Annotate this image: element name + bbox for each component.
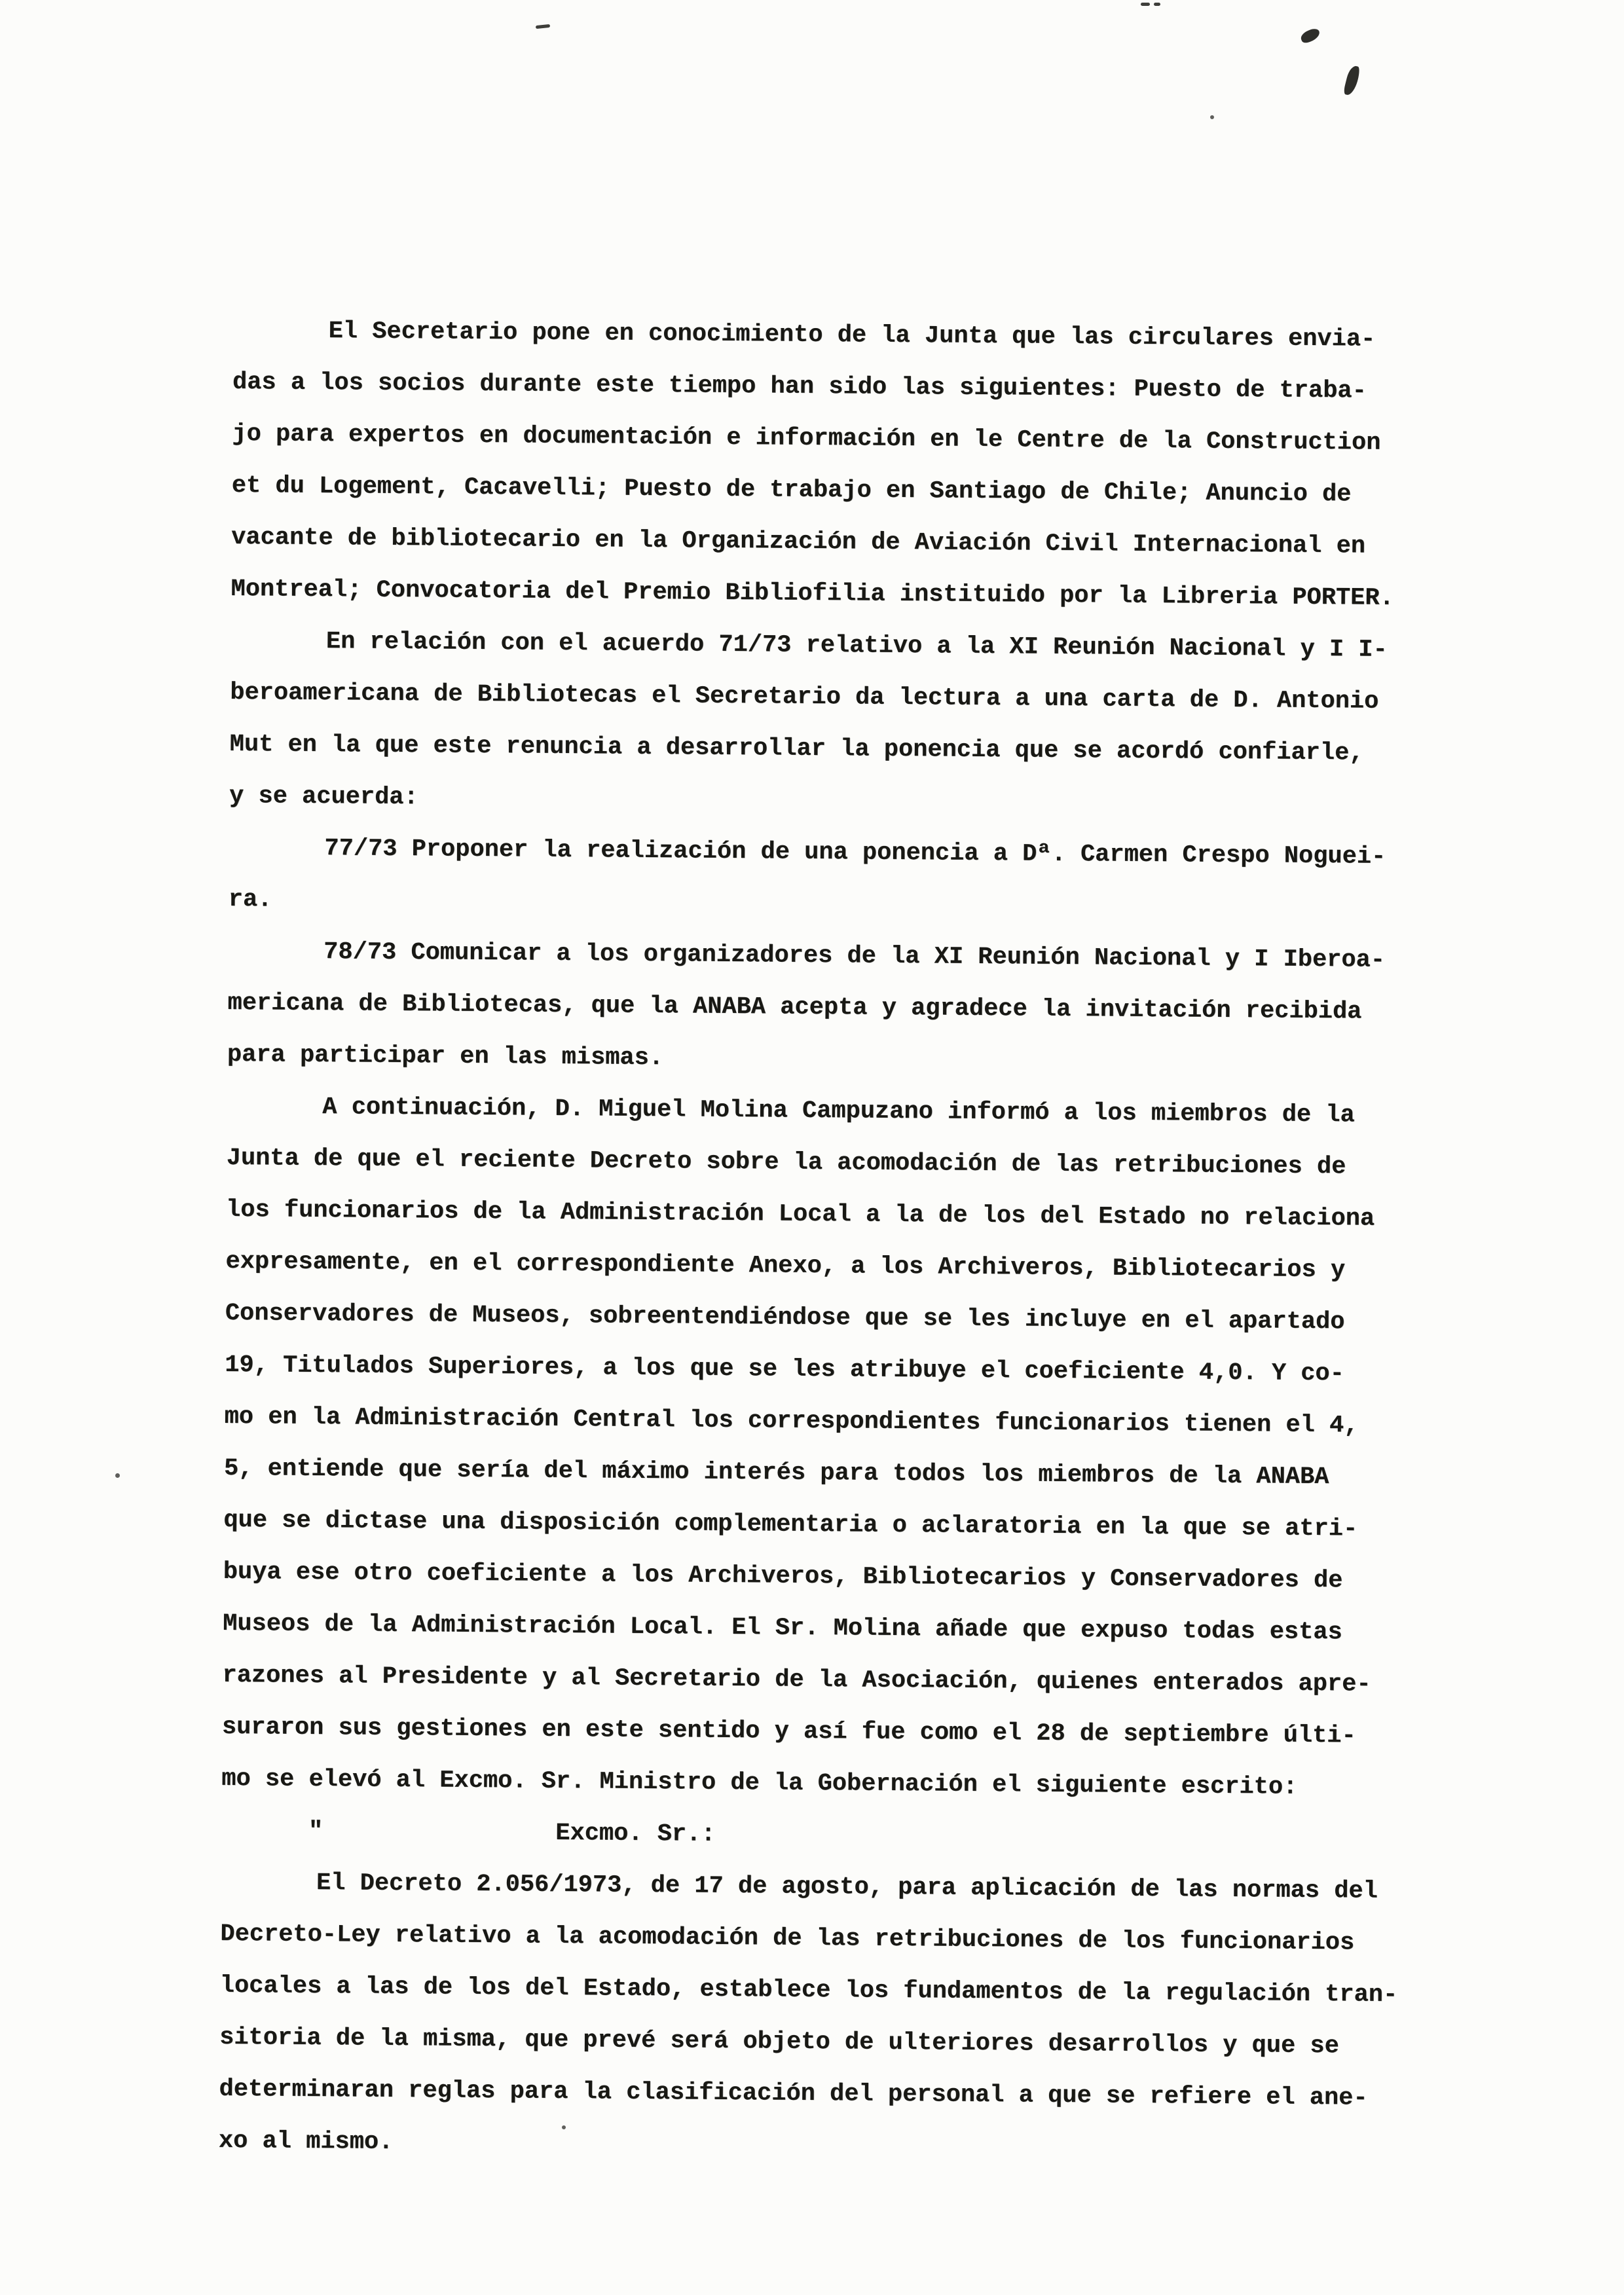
ink-speck (115, 1473, 120, 1478)
text-line: das a los socios durante este tiempo han sido las siguientes: Puesto de traba- (232, 368, 1367, 405)
text-line: El Secretario pone en conocimiento de la Junta que las circulares envia- (328, 318, 1376, 354)
text-line: 19, Titulados Superiores, a los que se les atribuye el coeficiente 4,0. Y co- (225, 1351, 1345, 1388)
text-line: 5, entiende que sería del máximo interés para todos los miembros de la ANABA (223, 1454, 1329, 1492)
text-line: buya ese otro coeficiente a los Archiveros, Bibliotecarios y Conservadores de (223, 1558, 1343, 1595)
ink-speck (1210, 115, 1214, 119)
ink-speck (1343, 65, 1361, 97)
text-line: En relación con el acuerdo 71/73 relativo a la XI Reunión Nacional y I I- (325, 628, 1388, 664)
text-line: Decreto-Ley relativo a la acomodación de las retribuciones de los funcionarios (220, 1920, 1355, 1957)
ink-speck (562, 2125, 566, 2129)
text-line: determinaran reglas para la clasificación del personal a que se refiere el ane- (219, 2075, 1368, 2112)
text-line: Junta de que el reciente Decreto sobre la acomodación de las retribuciones de (226, 1144, 1346, 1181)
text-line: beroamericana de Bibliotecas el Secretario da lectura a una carta de D. Antonio (230, 678, 1379, 716)
ink-speck (1141, 3, 1150, 6)
text-line: 78/73 Comunicar a los organizadores de la XI Reunión Nacional y I Iberoa- (323, 938, 1386, 974)
text-line: jo para expertos en documentación e información en le Centre de la Construction (232, 420, 1381, 457)
text-line: Montreal; Convocatoria del Premio Bibliofilia instituido por la Libreria PORTER. (231, 575, 1394, 612)
text-line: A continuación, D. Miguel Molina Campuzano informó a los miembros de la (322, 1093, 1355, 1129)
ink-speck (1154, 3, 1160, 6)
ink-speck (1299, 27, 1321, 45)
text-line: mericana de Bibliotecas, que la ANABA acepta y agradece la invitación recibida (227, 989, 1362, 1026)
document-body (219, 305, 1451, 2177)
text-line: y se acuerda: (229, 782, 418, 812)
text-line: Museos de la Administración Local. El Sr. Molina añade que expuso todas estas (223, 1609, 1342, 1647)
ink-speck (536, 24, 550, 29)
text-line: Mut en la que este renuncia a desarrollar la ponencia que se acordó confiarle, (229, 730, 1364, 767)
text-line: ra. (228, 885, 272, 914)
text-line: suraron sus gestiones en este sentido y así fue como el 28 de septiembre últi- (221, 1713, 1356, 1750)
text-line: para participar en las mismas. (227, 1040, 664, 1073)
text-line: xo al mismo. (218, 2127, 394, 2157)
text-line: 77/73 Proponer la realización de una ponencia a Dª. Carmen Crespo Noguei- (324, 835, 1386, 871)
text-line: vacante de bibliotecario en la Organización de Aviación Civil Internacional en (231, 523, 1366, 560)
text-line: sitoria de la misma, que prevé será objeto de ulteriores desarrollos y que se (219, 2023, 1340, 2061)
text-line: razones al Presidente y al Secretario de la Asociación, quienes enterados apre- (222, 1661, 1371, 1698)
text-line: los funcionarios de la Administración Local a la de los del Estado no relaciona (225, 1196, 1375, 1233)
text-line: expresamente, en el correspondiente Anexo, a los Archiveros, Bibliotecarios y (225, 1247, 1346, 1285)
text-line: El Decreto 2.056/1973, de 17 de agosto, para aplicación de las normas del (316, 1869, 1378, 1905)
text-line: mo se elevó al Excmo. Sr. Ministro de la Gobernación el siguiente escrito: (221, 1765, 1298, 1801)
text-line: Conservadores de Museos, sobreentendiéndose que se les incluye en el apartado (225, 1299, 1345, 1336)
text-line: que se dictase una disposición complementaria o aclaratoria en la que se atri- (223, 1506, 1358, 1543)
text-line: et du Logement, Cacavelli; Puesto de trabajo en Santiago de Chile; Anuncio de (231, 471, 1352, 509)
text-line: " Excmo. Sr.: (221, 1816, 716, 1848)
text-line: mo en la Administración Central los correspondientes funcionarios tienen el 4, (224, 1403, 1359, 1440)
text-line: locales a las de los del Estado, establece los fundamentos de la regulación tran- (219, 1972, 1398, 2010)
